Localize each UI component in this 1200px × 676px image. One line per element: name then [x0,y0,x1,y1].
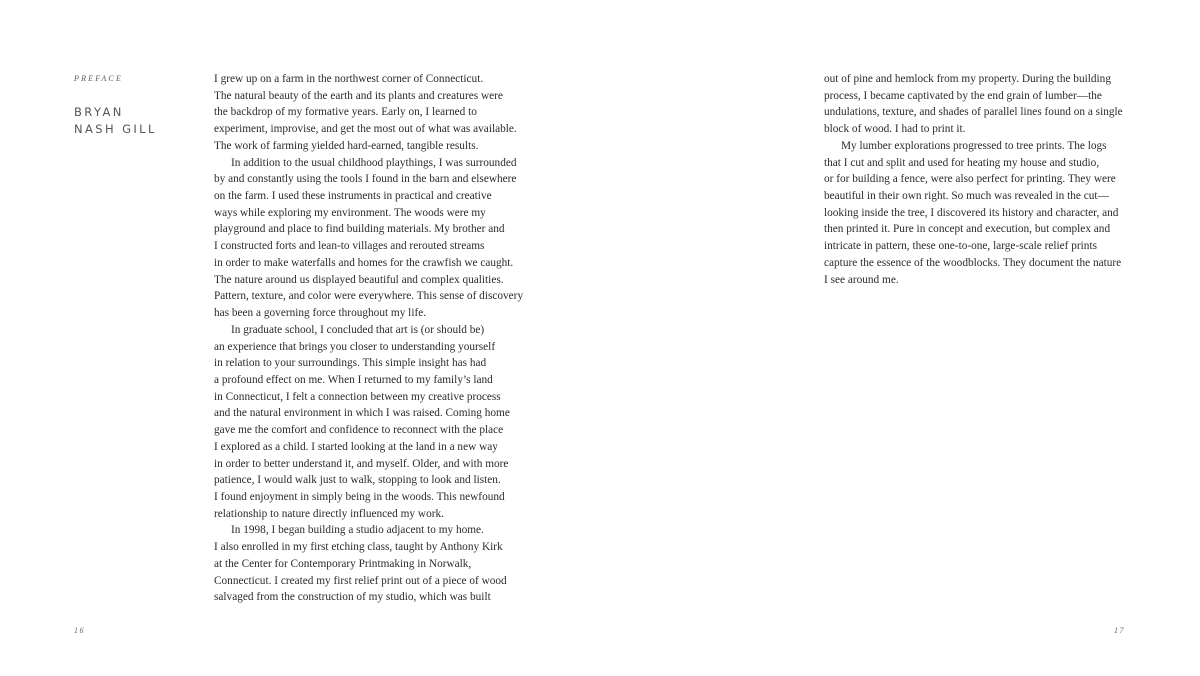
text-line: I explored as a child. I started looking at the land in a new way [214,440,498,453]
author-first-name: BRYAN [74,105,124,119]
text-line: capture the essence of the woodblocks. They document the nature [824,256,1122,269]
page-number-right: 17 [1114,626,1125,635]
text-line: and the natural environment in which I was raised. Coming home [214,407,510,420]
text-line: an experience that brings you closer to understanding yourself [214,340,496,353]
right-page-text [824,71,1134,288]
text-line: In graduate school, I concluded that art is (or should be) [231,323,485,336]
text-line: on the farm. I used these instruments in practical and creative [214,190,492,203]
text-line: or for building a fence, were also perfect for printing. They were [824,173,1116,186]
text-line: gave me the comfort and confidence to reconnect with the place [214,424,504,437]
text-line: Pattern, texture, and color were everywhere. This sense of discovery [214,290,524,303]
section-label: PREFACE [74,74,124,83]
text-line: I constructed forts and lean-to villages and rerouted streams [214,240,485,253]
author-name [74,104,157,137]
text-line: Connecticut. I created my first relief print out of a piece of wood [214,574,507,587]
text-line: The work of farming yielded hard-earned, tangible results. [214,139,479,152]
text-line: then printed it. Pure in concept and execution, but complex and [824,223,1111,236]
text-line: I grew up on a farm in the northwest corner of Connecticut. [214,73,484,85]
text-line: relationship to nature directly influenced my work. [214,507,444,520]
text-line: looking inside the tree, I discovered its history and character, and [824,206,1119,219]
text-line: the backdrop of my formative years. Early on, I learned to [214,106,477,119]
text-line: intricate in pattern, these one-to-one, large-scale relief prints [824,240,1097,253]
text-line: The natural beauty of the earth and its plants and creatures were [214,89,503,102]
text-line: in Connecticut, I felt a connection between my creative process [214,390,501,403]
text-line: at the Center for Contemporary Printmaking in Norwalk, [214,557,472,570]
text-line: out of pine and hemlock from my property. During the building [824,73,1111,85]
text-line: playground and place to find building materials. My brother and [214,223,505,236]
text-line: by and constantly using the tools I found in the barn and elsewhere [214,173,517,186]
text-line: I see around me. [824,273,899,286]
text-line: I found enjoyment in simply being in the woods. This newfound [214,490,505,503]
text-line: in order to better understand it, and myself. Older, and with more [214,457,509,470]
text-line: that I cut and split and used for heating my house and studio, [824,156,1100,169]
text-line: in relation to your surroundings. This simple insight has had [214,357,487,370]
text-line: experiment, improvise, and get the most out of what was available. [214,123,517,136]
text-line: In addition to the usual childhood playthings, I was surrounded [231,156,517,169]
text-line: patience, I would walk just to walk, stopping to look and listen. [214,474,501,487]
text-line: I also enrolled in my first etching class, taught by Anthony Kirk [214,541,503,554]
text-line: process, I became captivated by the end grain of lumber—the [824,89,1102,102]
text-line: In 1998, I began building a studio adjacent to my home. [231,524,484,537]
author-last-name: NASH GILL [74,121,157,136]
text-line: in order to make waterfalls and homes for the crawfish we caught. [214,256,514,269]
text-line: salvaged from the construction of my studio, which was built [214,591,491,604]
text-line: My lumber explorations progressed to tree prints. The logs [841,139,1107,152]
text-line: a profound effect on me. When I returned to my family’s land [214,373,493,386]
text-line: block of wood. I had to print it. [824,123,966,136]
page-number-left: 16 [74,626,85,635]
text-line: The nature around us displayed beautiful and complex qualities. [214,273,504,286]
text-line: ways while exploring my environment. The woods were my [214,206,486,219]
text-line: beautiful in their own right. So much was revealed in the cut— [824,190,1109,203]
text-line: undulations, texture, and shades of parallel lines found on a single [824,106,1123,119]
text-line: has been a governing force throughout my life. [214,307,427,320]
left-page-text [214,71,524,606]
